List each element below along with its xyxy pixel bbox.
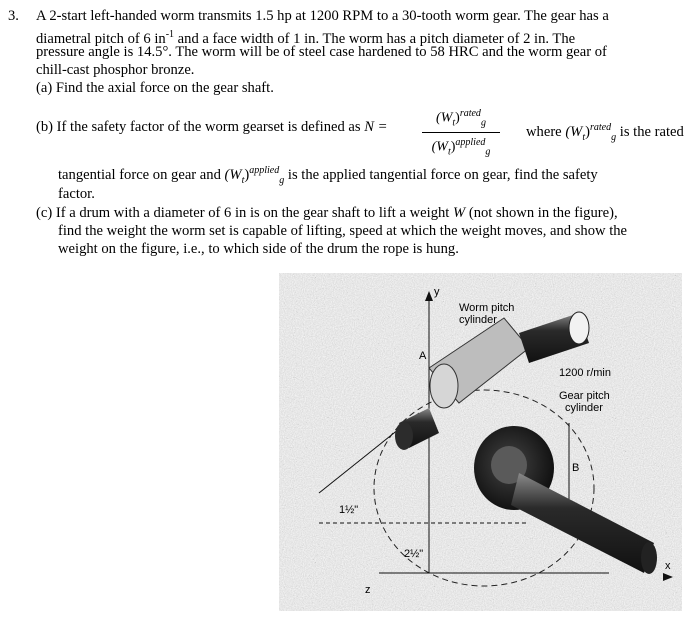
fraction-bar xyxy=(422,132,500,133)
stem-line-1: A 2-start left-handed worm transmits 1.5 hp at 1200 RPM to a 30-tooth worm gear. The gear has a xyxy=(36,8,609,24)
gear-shaft-end xyxy=(641,542,657,574)
label-worm-pitch: Worm pitch xyxy=(459,302,515,314)
part-a: (a) Find the axial force on the gear shaft. xyxy=(36,80,274,96)
safety-factor-fraction xyxy=(422,106,500,160)
label-x: x xyxy=(665,560,671,572)
worm-shaft-end xyxy=(569,312,589,344)
label-gear-pitch: Gear pitch xyxy=(559,390,610,402)
part-b-n-equals: N = xyxy=(364,119,388,135)
part-b-where: where $(W_t)^{rated}_g$ is the rated xyxy=(526,122,684,143)
problem-number: 3. xyxy=(8,8,19,24)
stem-line-3: pressure angle is 14.5°. The worm will be of steel case hardened to 58 HRC and the worm gear of xyxy=(36,44,607,60)
fraction-numerator: $(W_t)^{rated}_g$ xyxy=(436,108,486,129)
label-z: z xyxy=(365,584,371,596)
label-y: y xyxy=(434,286,440,298)
label-b: B xyxy=(572,462,580,474)
part-c-line-2: find the weight the worm set is capable of lifting, speed at which the weight moves, and show the xyxy=(58,223,628,239)
part-b-line-2: tangential force on gear and $(W_t)^{applied}_g$ is the applied tangential force on gear, find the safety xyxy=(58,165,598,186)
fraction-denominator: $(W_t)^{applied}_g$ xyxy=(431,137,491,158)
worm-gear-figure xyxy=(279,273,682,611)
worm-shaft-left-end xyxy=(395,422,413,450)
stem-line-2b: and a face width of 1 in. The worm has a pitch diameter of 2 in. The xyxy=(174,30,576,47)
part-b-line-3: factor. xyxy=(58,186,95,202)
label-speed: 1200 r/min xyxy=(559,367,611,379)
label-a: A xyxy=(419,350,427,362)
stem-line-4: chill-cast phosphor bronze. xyxy=(36,62,195,78)
worm-cylinder-end xyxy=(430,364,458,408)
part-c-line-3: weight on the figure, i.e., to which side of the drum the rope is hung. xyxy=(58,241,459,257)
label-dim-1: 1½" xyxy=(339,504,359,516)
part-b-line-1 xyxy=(36,119,387,136)
part-c-line-1: (c) If a drum with a diameter of 6 in is on the gear shaft to lift a weight W (not shown in the figure), xyxy=(36,205,618,221)
inch-exponent: -1 xyxy=(165,29,175,40)
part-b-intro: (b) If the safety factor of the worm gearset is defined as xyxy=(36,119,361,135)
label-dim-2: 2½" xyxy=(404,548,424,560)
stem-line-2a: diametral pitch of 6 in xyxy=(36,30,166,47)
label-worm-cylinder: cylinder xyxy=(459,314,497,326)
label-gear-cylinder: cylinder xyxy=(565,402,603,414)
